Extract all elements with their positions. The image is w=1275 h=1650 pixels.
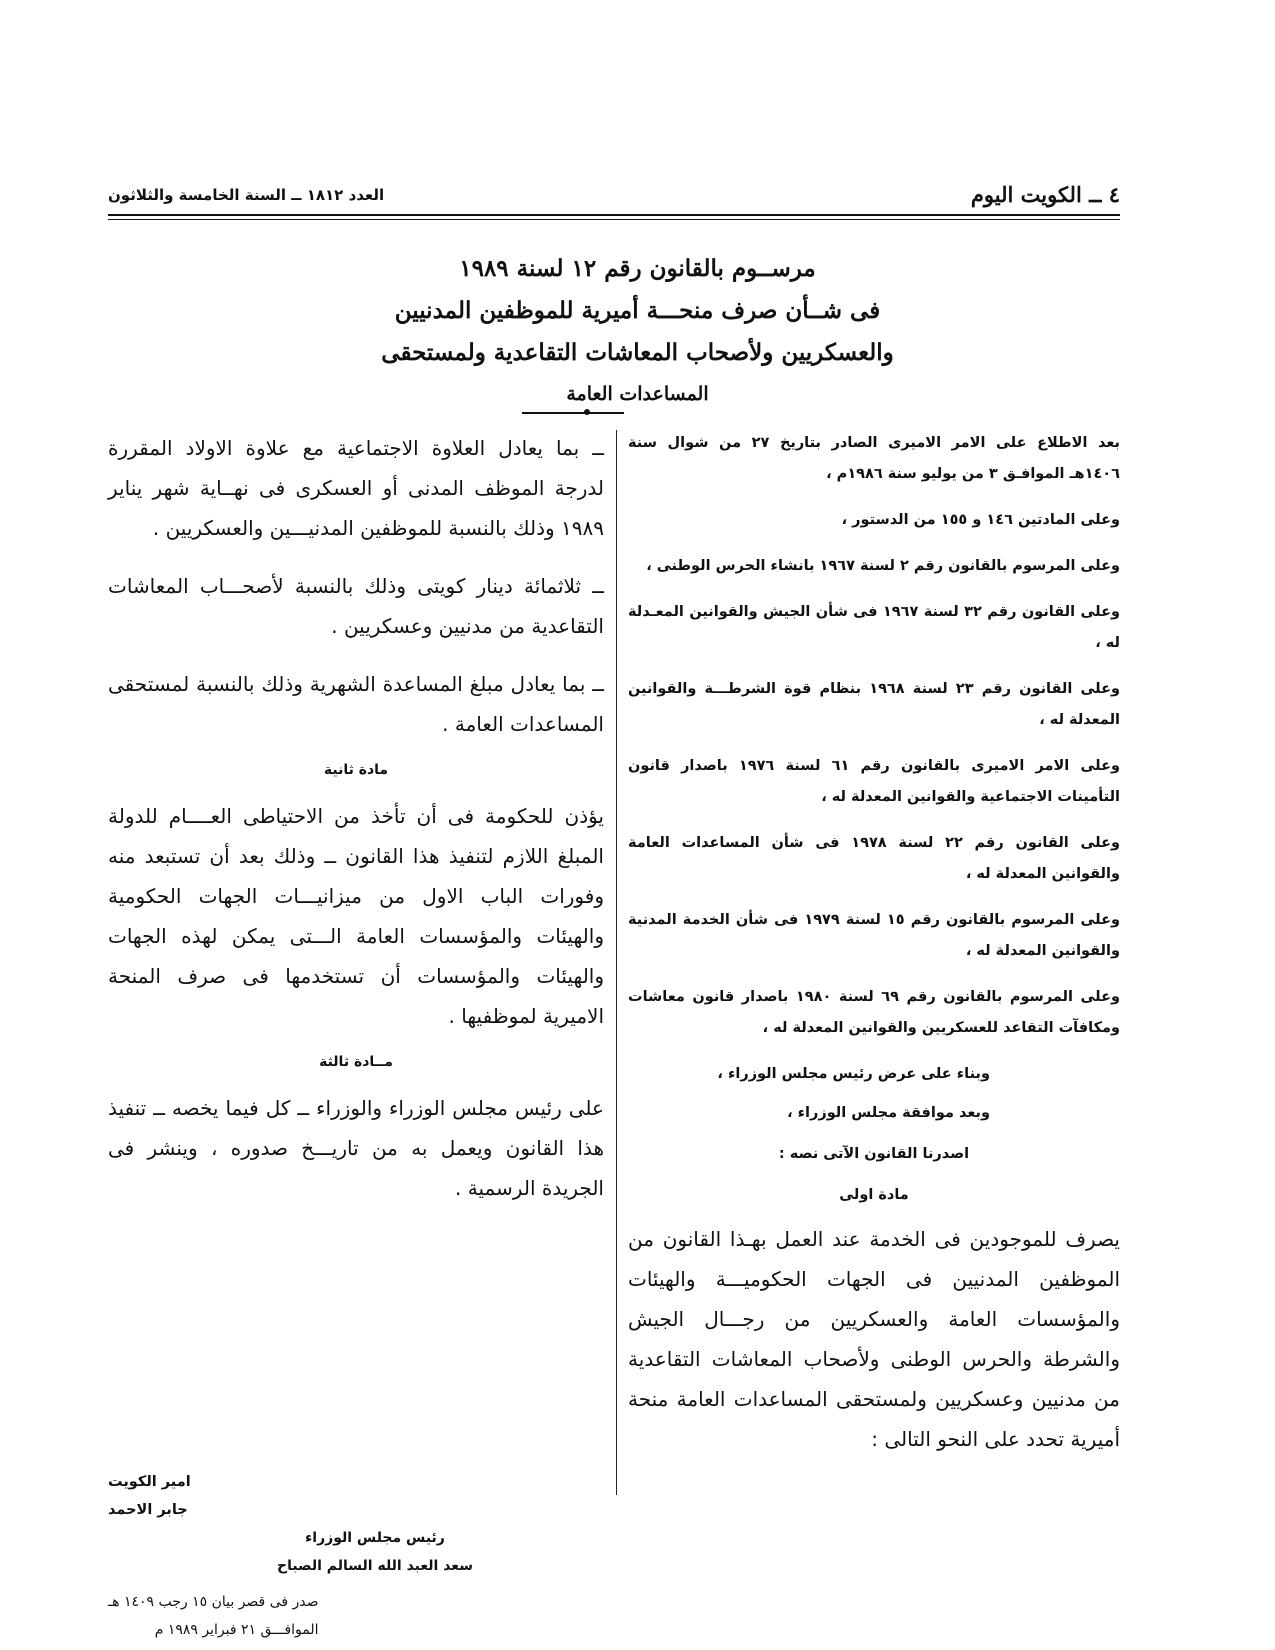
preamble-item: وعلى المادتين ١٤٦ و ١٥٥ من الدستور ، [841,512,1120,528]
right-column [628,428,1120,1477]
column-divider [616,430,617,1495]
article-2-text: يؤذن للحكومة فى أن تأخذ من الاحتياطى العــــام للدولة المبلغ اللازم لتنفيذ هذا القانون ــ وذلك بعد أن تستبعد منه وفورات الباب الاول من ميزانيـــات الجهات الحكومية والهيئات والمؤسسات العامة الـــتى يمكن لهذه الجهات والهيئات والمؤسسات أن تستخدمها فى صرف المنحة الاميرية لموظفيها . [108,804,604,1028]
prime-minister-signature [255,1524,495,1580]
preamble-item: وعلى القانون رقم ٢٣ لسنة ١٩٦٨ بنظام قوة الشرطـــة والقوانين المعدلة له ، [628,681,1120,728]
header-rule-thin [108,219,1120,220]
preamble-item: وعلى القانون رقم ٣٢ لسنة ١٩٦٧ فى شأن الجيش والقوانين المعـدلة له ، [628,604,1121,651]
preamble-item: وعلى المرسوم بالقانون رقم ١٥ لسنة ١٩٧٩ فى شأن الخدمة المدنية والقوانين المعدلة له ، [628,912,1120,959]
emir-signature [108,1468,191,1524]
preamble-item: وعلى المرسوم بالقانون رقم ٢ لسنة ١٩٦٧ بانشاء الحرس الوطنى ، [646,558,1120,574]
article-1-text: يصرف للموجودين فى الخدمة عند العمل بهـذا القانون من الموظفين المدنيين فى الجهات الحكوميـــة والهيئات والمؤسسات العامة والعسكريين من رجـــال الجيش والشرطة والحرس الوطنى ولأصحاب المعاشات التقاعدية من مدنيين وعسكريين ولمستحقى المساعدات العامة منحة أميرية تحدد على النحو التالى : [628,1227,1120,1451]
title-underline [522,412,624,414]
article-1-heading: مادة اولى [839,1187,909,1203]
emir-title: امير الكويت [108,1474,191,1490]
title-line-3: والعسكريين ولأصحاب المعاشات التقاعدية ولمستحقى [381,339,894,366]
approval-line: وبعد موافقة مجلس الوزراء ، [787,1105,990,1121]
preamble-item: بعد الاطلاع على الامر الاميرى الصادر بتاريخ ٢٧ من شوال سنة ١٤٠٦هـ الموافـق ٣ من يوليو سنة ١٩٨٦م ، [628,435,1120,482]
preamble-item: وعلى المرسوم بالقانون رقم ٦٩ لسنة ١٩٨٠ باصدار قانون معاشات ومكافآت التقاعد للعسكريين والقوانين المعدلة له ، [628,989,1120,1036]
title-ornament [584,409,590,415]
emir-name: جابر الاحمد [108,1502,188,1518]
prime-minister-title: رئيس مجلس الوزراء [305,1530,445,1546]
article-3-heading: مــادة ثالثة [319,1054,393,1070]
decree-title [140,248,1135,414]
header-rule-thick [108,214,1120,216]
grant-item: ــ ثلاثمائة دينار كويتى وذلك بالنسبة لأصحـــاب المعاشات التقاعدية من مدنيين وعسكريين . [108,574,604,638]
preamble-item: وعلى الامر الاميرى بالقانون رقم ٦١ لسنة ١٩٧٦ باصدار قانون التأمينات الاجتماعية والقوانين المعدلة له ، [628,758,1120,805]
enacted-line: اصدرنا القانون الآتى نصه : [778,1146,970,1162]
title-line-4: المساعدات العامة [566,383,709,405]
title-line-1: مرســوم بالقانون رقم ١٢ لسنة ١٩٨٩ [459,255,816,282]
issued-date-hijri: صدر فى قصر بيان ١٥ رجب ١٤٠٩ هـ [108,1594,319,1610]
issued-at [108,1588,319,1644]
header-page-name: ٤ ــ الكويت اليوم [970,182,1120,207]
preamble-item: وعلى القانون رقم ٢٢ لسنة ١٩٧٨ فى شأن المساعدات العامة والقوانين المعدلة له ، [628,835,1120,882]
title-line-2: فى شــأن صرف منحـــة أميرية للموظفين المدنيين [394,297,881,324]
article-3-text: على رئيس مجلس الوزراء والوزراء ــ كل فيما يخصه ــ تنفيذ هذا القانون ويعمل به من تاريـــخ صدوره ، وينشر فى الجريدة الرسمية . [108,1096,604,1200]
header-issue-number: العدد ١٨١٢ ــ السنة الخامسة والثلاثون [108,186,385,204]
issued-date-gregorian: الموافـــق ٢١ فبراير ١٩٨٩ م [154,1622,319,1638]
page-header [108,182,1120,210]
grant-item: ــ بما يعادل مبلغ المساعدة الشهرية وذلك بالنسبة لمستحقى المساعدات العامة . [108,672,604,736]
grant-item: ــ بما يعادل العلاوة الاجتماعية مع علاوة الاولاد المقررة لدرجة الموظف المدنى أو العسكرى فى نهــاية شهر يناير ١٩٨٩ وذلك بالنسبة للموظفين المدنيـــين والعسكريين . [108,436,604,540]
article-2-heading: مادة ثانية [323,762,389,778]
based-on-line: وبناء على عرض رئيس مجلس الوزراء ، [717,1066,990,1082]
left-column [108,428,604,1226]
prime-minister-name: سعد العبد الله السالم الصباح [277,1558,473,1574]
